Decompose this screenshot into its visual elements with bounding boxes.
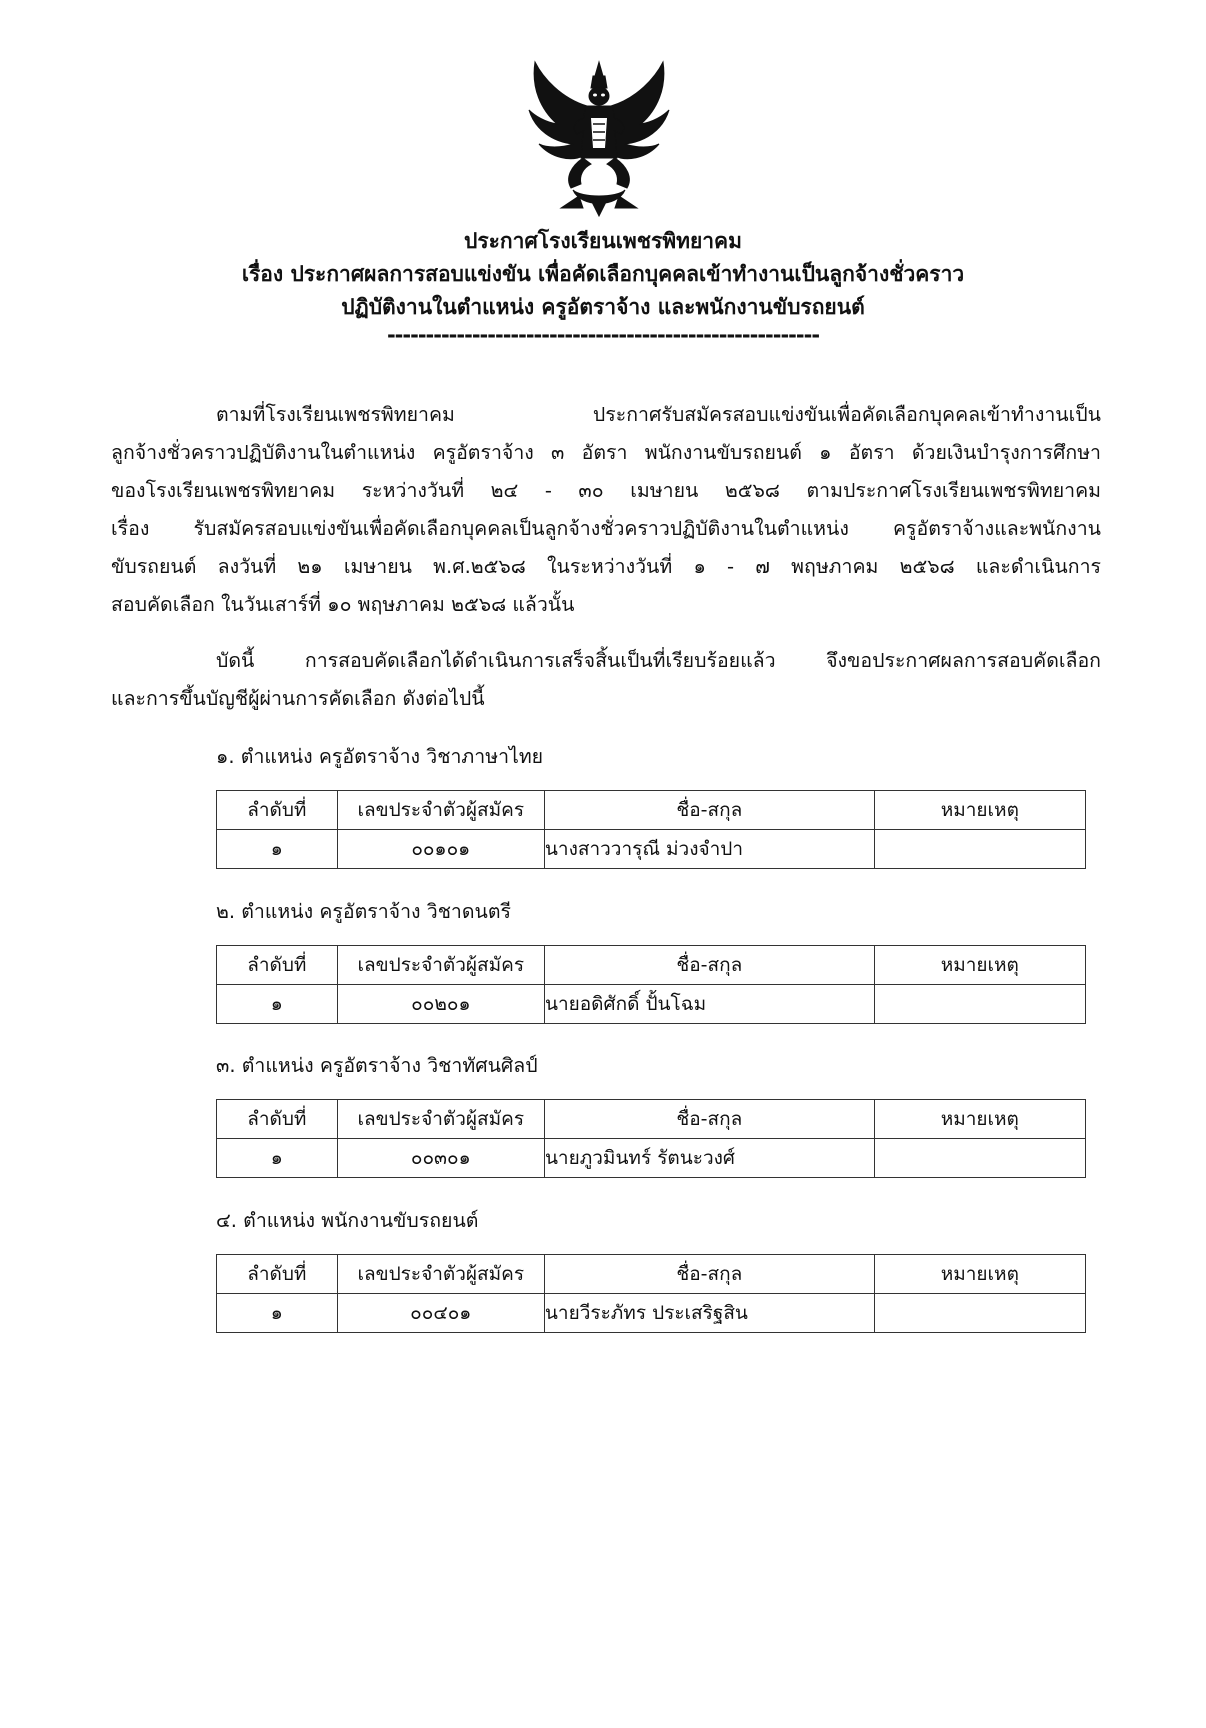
col-id-header: เลขประจำตัวผู้สมัคร (337, 1255, 544, 1294)
col-order-header: ลำดับที่ (217, 791, 338, 830)
cell-remark (874, 830, 1085, 869)
table-row (217, 1294, 1086, 1333)
table-header-row (217, 1100, 1086, 1139)
paragraph-line: ลูกจ้างชั่วคราวปฏิบัติงานในตำแหน่ง ครูอัตราจ้าง ๓ อัตรา พนักงานขับรถยนต์ ๑ อัตรา ด้วยเงินบำรุงการศึกษา (111, 441, 1101, 464)
cell-remark (874, 985, 1085, 1024)
section-title-driver: ๔. ตำแหน่ง พนักงานขับรถยนต์ (216, 1209, 479, 1232)
paragraph-line: สอบคัดเลือก ในวันเสาร์ที่ ๑๐ พฤษภาคม ๒๕๖๘ แล้วนั้น (111, 593, 575, 616)
cell-name: นางสาววารุณี ม่วงจำปา (544, 830, 874, 869)
col-remark-header: หมายเหตุ (874, 1100, 1085, 1139)
table-row (217, 830, 1086, 869)
col-id-header: เลขประจำตัวผู้สมัคร (337, 946, 544, 985)
paragraph-result (111, 642, 1101, 718)
result-table-visual-arts (216, 1099, 1086, 1178)
cell-order: ๑ (217, 830, 338, 869)
cell-remark (874, 1294, 1085, 1333)
cell-applicant-id: ๐๐๔๐๑ (337, 1294, 544, 1333)
announcement-title: ประกาศโรงเรียนเพชรพิทยาคม (464, 229, 742, 253)
result-table-driver (216, 1254, 1086, 1333)
cell-name: นายวีระภัทร ประเสริฐสิน (544, 1294, 874, 1333)
announcement-subject: เรื่อง ประกาศผลการสอบแข่งขัน เพื่อคัดเลือกบุคคลเข้าทำงานเป็นลูกจ้างชั่วคราว (241, 262, 965, 286)
cell-applicant-id: ๐๐๑๐๑ (337, 830, 544, 869)
paragraph-line: ของโรงเรียนเพชรพิทยาคม ระหว่างวันที่ ๒๔ - ๓๐ เมษายน ๒๕๖๘ ตามประกาศโรงเรียนเพชรพิทยาคม (111, 479, 1101, 502)
col-order-header: ลำดับที่ (217, 1100, 338, 1139)
section-title-music: ๒. ตำแหน่ง ครูอัตราจ้าง วิชาดนตรี (216, 900, 512, 923)
col-remark-header: หมายเหตุ (874, 791, 1085, 830)
table-header-row (217, 946, 1086, 985)
cell-order: ๑ (217, 1139, 338, 1178)
garuda-emblem-icon (521, 58, 677, 218)
cell-remark (874, 1139, 1085, 1178)
table-row (217, 985, 1086, 1024)
paragraph-line: บัดนี้ การสอบคัดเลือกได้ดำเนินการเสร็จสิ้นเป็นที่เรียบร้อยแล้ว จึงขอประกาศผลการสอบคัดเลือก (216, 649, 1101, 672)
col-order-header: ลำดับที่ (217, 1255, 338, 1294)
cell-applicant-id: ๐๐๒๐๑ (337, 985, 544, 1024)
col-id-header: เลขประจำตัวผู้สมัคร (337, 791, 544, 830)
col-remark-header: หมายเหตุ (874, 946, 1085, 985)
table-header-row (217, 791, 1086, 830)
col-name-header: ชื่อ-สกุล (544, 1100, 874, 1139)
cell-order: ๑ (217, 1294, 338, 1333)
col-name-header: ชื่อ-สกุล (544, 791, 874, 830)
table-row (217, 1139, 1086, 1178)
table-header-row (217, 1255, 1086, 1294)
result-table-thai (216, 790, 1086, 869)
announcement-header (0, 225, 1206, 346)
cell-applicant-id: ๐๐๓๐๑ (337, 1139, 544, 1178)
result-table-music (216, 945, 1086, 1024)
col-id-header: เลขประจำตัวผู้สมัคร (337, 1100, 544, 1139)
cell-order: ๑ (217, 985, 338, 1024)
cell-name: นายภูวมินทร์ รัตนะวงศ์ (544, 1139, 874, 1178)
col-name-header: ชื่อ-สกุล (544, 1255, 874, 1294)
header-divider: -------------------------------------------------------- (386, 323, 820, 347)
announcement-subject-line2: ปฏิบัติงานในตำแหน่ง ครูอัตราจ้าง และพนักงานขับรถยนต์ (341, 295, 865, 319)
section-title-thai: ๑. ตำแหน่ง ครูอัตราจ้าง วิชาภาษาไทย (216, 745, 544, 768)
col-order-header: ลำดับที่ (217, 946, 338, 985)
paragraph-line: ตามที่โรงเรียนเพชรพิทยาคม ประกาศรับสมัครสอบแข่งขันเพื่อคัดเลือกบุคคลเข้าทำงานเป็น (216, 403, 1101, 426)
cell-name: นายอดิศักดิ์ ปั้นโฉม (544, 985, 874, 1024)
col-remark-header: หมายเหตุ (874, 1255, 1085, 1294)
paragraph-line: เรื่อง รับสมัครสอบแข่งขันเพื่อคัดเลือกบุคคลเป็นลูกจ้างชั่วคราวปฏิบัติงานในตำแหน่ง ครูอัตราจ้างและพนักงาน (111, 517, 1101, 540)
paragraph-intro (111, 396, 1101, 624)
col-name-header: ชื่อ-สกุล (544, 946, 874, 985)
paragraph-line: ขับรถยนต์ ลงวันที่ ๒๑ เมษายน พ.ศ.๒๕๖๘ ในระหว่างวันที่ ๑ - ๗ พฤษภาคม ๒๕๖๘ และดำเนินการ (111, 555, 1101, 578)
paragraph-line: และการขึ้นบัญชีผู้ผ่านการคัดเลือก ดังต่อไปนี้ (111, 687, 485, 710)
section-title-visual-arts: ๓. ตำแหน่ง ครูอัตราจ้าง วิชาทัศนศิลป์ (216, 1054, 538, 1077)
